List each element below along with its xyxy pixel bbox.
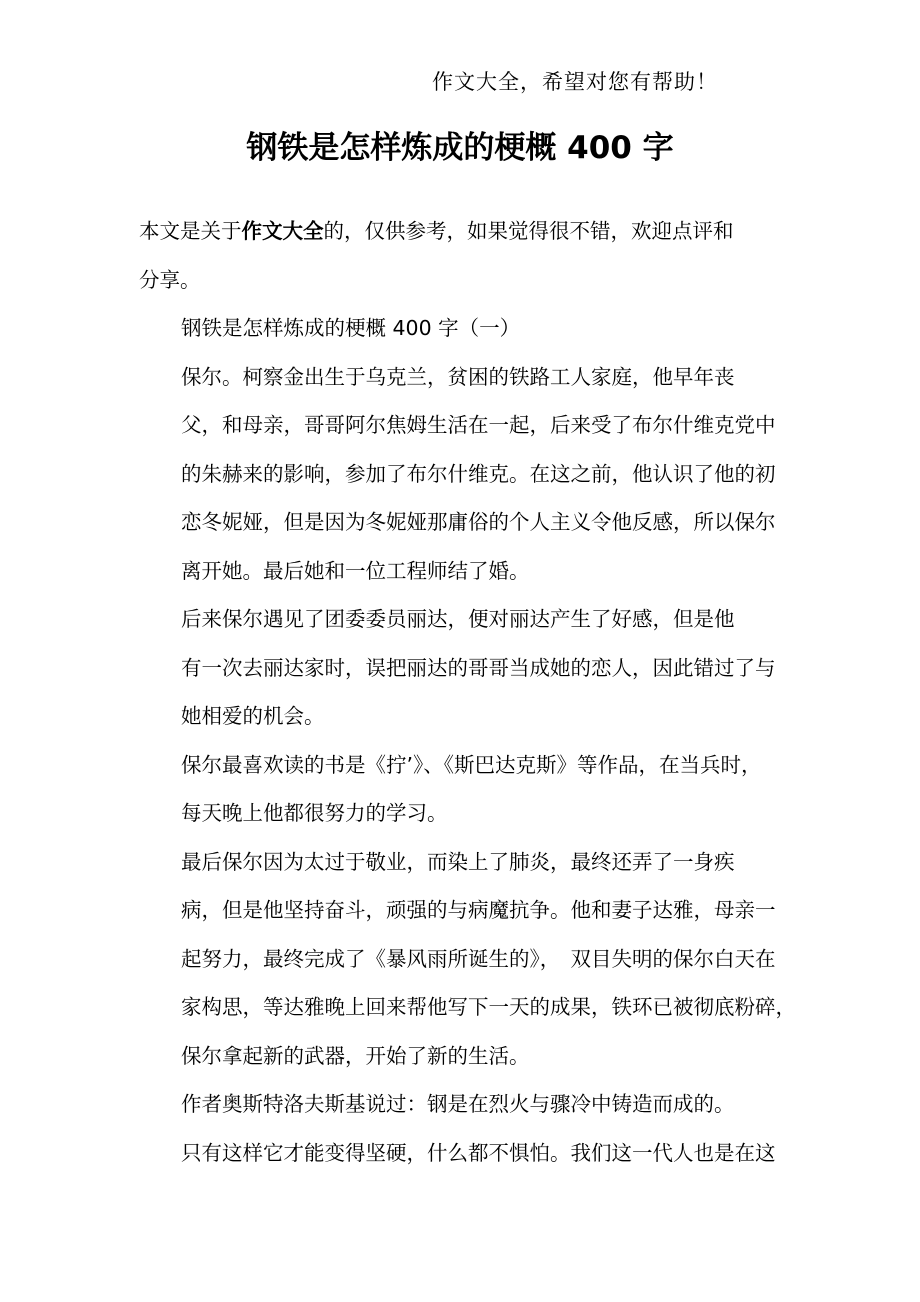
intro-prefix: 本文是关于 — [139, 219, 242, 243]
section-heading: 钢铁是怎样炼成的梗概 400 字（一） — [181, 316, 521, 340]
paragraph-line: 的朱赫来的影响，参加了布尔什维克。在这之前，他认识了他的初 — [181, 461, 776, 486]
body-paragraph — [139, 838, 799, 1081]
body-paragraph — [139, 595, 799, 741]
paragraph-line: 保尔拿起新的武器，开始了新的生活。 — [181, 1043, 530, 1068]
body-paragraph — [139, 741, 799, 838]
intro-paragraph — [139, 207, 799, 304]
body-paragraph — [139, 353, 799, 596]
paragraph-line: 保尔最喜欢读的书是《拧’》、《斯巴达克斯》等作品，在当兵时， — [181, 752, 762, 777]
paragraph-line: 病，但是他坚持奋斗，顽强的与病魔抗争。他和妻子达雅，母亲一 — [181, 898, 776, 922]
intro-line-2: 分享。 — [139, 267, 201, 292]
paragraph-line: 保尔。柯察金出生于乌克兰，贫困的铁路工人家庭，他早年丧 — [181, 364, 735, 389]
paragraph-line: 作者奥斯特洛夫斯基说过：钢是在烈火与骤冷中铸造而成的。 — [181, 1092, 735, 1116]
intro-line-1 — [139, 207, 799, 256]
paragraph-line: 恋冬妮娅，但是因为冬妮娅那庸俗的个人主义令他反感，所以保尔 — [181, 510, 776, 534]
paragraph-line: 最后保尔因为太过于敬业，而染上了肺炎，最终还弄了一身疾 — [181, 849, 735, 874]
body-paragraph — [139, 1080, 799, 1177]
paragraph-line: 父，和母亲，哥哥阿尔焦姆生活在一起，后来受了布尔什维克党中 — [181, 413, 776, 437]
paragraph-line: 离开她。最后她和一位工程师结了婚。 — [181, 558, 530, 583]
document-title: 钢铁是怎样炼成的梗概 400 字 — [246, 130, 674, 166]
paragraph-line: 有一次去丽达家时，误把丽达的哥哥当成她的恋人，因此错过了与 — [181, 655, 776, 680]
paragraph-line: 每天晚上他都很努力的学习。 — [181, 801, 448, 825]
paragraph-line: 起努力，最终完成了《暴风雨所诞生的》， 双目失明的保尔白天在 — [181, 946, 776, 971]
paragraph-line: 她相爱的机会。 — [181, 704, 325, 728]
intro-bold-term: 作文大全 — [241, 219, 324, 243]
header-note: 作文大全，希望对您有帮助！ — [432, 70, 718, 94]
paragraph-line: 只有这样它才能变得坚硬，什么都不惧怕。我们这一代人也是在这 — [181, 1140, 776, 1165]
paragraph-line: 家构思，等达雅晚上回来帮他写下一天的成果，铁环已被彻底粉碎， — [181, 995, 796, 1019]
intro-suffix: 的，仅供参考，如果觉得很不错，欢迎点评和 — [323, 219, 734, 243]
paragraph-line: 后来保尔遇见了团委委员丽达，便对丽达产生了好感，但是他 — [181, 607, 735, 631]
document-body — [139, 207, 799, 1177]
